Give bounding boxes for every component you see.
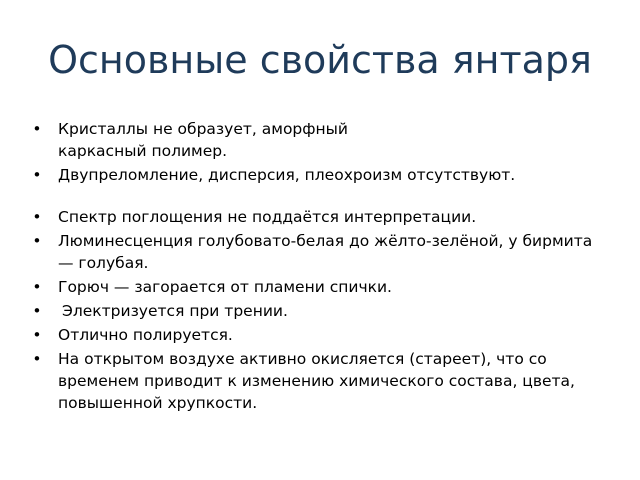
- list-item: [30, 230, 610, 274]
- bullet-icon: •: [32, 302, 42, 320]
- bullet-icon: •: [32, 208, 42, 226]
- bullet-text: На открытом воздухе активно окисляется (стареет), что со временем приводит к изменению химического состава, цвета, повышенной хрупкости.: [58, 350, 575, 412]
- bullet-text: Спектр поглощения не поддаётся интерпретации.: [58, 208, 477, 226]
- list-item: [30, 118, 610, 162]
- bullet-icon: •: [32, 350, 42, 368]
- list-item: [30, 164, 610, 186]
- list-item: [30, 300, 610, 322]
- bullet-text: Электризуется при трении.: [62, 302, 288, 320]
- slide-title: Основные свойства янтаря: [48, 38, 592, 82]
- list-item: [30, 324, 610, 346]
- bullet-text: Отлично полируется.: [58, 326, 233, 344]
- list-item: [30, 276, 610, 298]
- bullet-text: Двупреломление, дисперсия, плеохроизм отсутствуют.: [58, 166, 516, 184]
- bullet-icon: •: [32, 326, 42, 344]
- bullet-text: Горюч — загорается от пламени спички.: [58, 278, 392, 296]
- bullet-icon: •: [32, 166, 42, 184]
- list-item: [30, 348, 610, 414]
- bullet-text: Кристаллы не образует, аморфный каркасный полимер.: [58, 120, 348, 160]
- bullet-text: Люминесценция голубовато-белая до жёлто-зелёной, у бирмита — голубая.: [58, 232, 593, 272]
- list-item: [30, 206, 610, 228]
- bullet-icon: •: [32, 232, 42, 250]
- bullet-icon: •: [32, 120, 42, 138]
- bullet-icon: •: [32, 278, 42, 296]
- bullet-list: [30, 118, 610, 416]
